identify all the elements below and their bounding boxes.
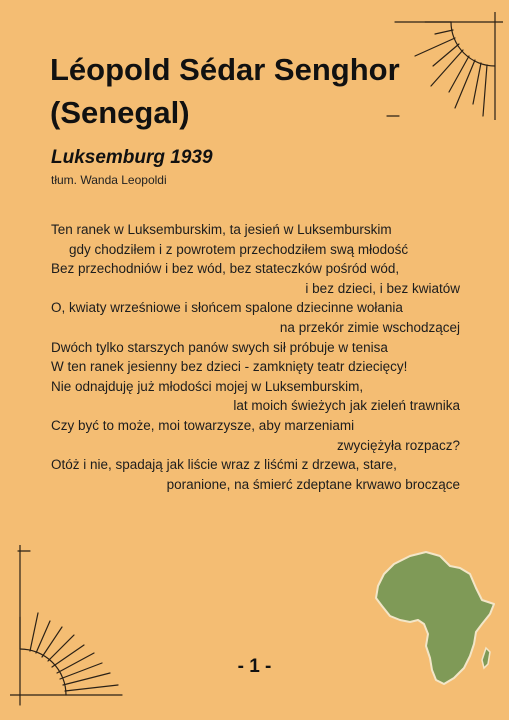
- poem-line: Otóż i nie, spadają jak liście wraz z liśćmi z drzewa, stare,: [51, 457, 397, 473]
- poem-line: poranione, na śmierć zdeptane krwawo broczące: [166, 476, 460, 492]
- poem-line: Ten ranek w Luksemburskim, ta jesień w Luksemburskim: [51, 222, 392, 237]
- poem-line: O, kwiaty wrześniowe i słońcem spalone dziecinne wołania: [51, 300, 403, 316]
- poem-line: Dwóch tylko starszych panów swych sił próbuje w tenisa: [51, 339, 388, 355]
- poem-body: [51, 220, 460, 494]
- poem-line: W ten ranek jesienny bez dzieci - zamknięty teatr dziecięcy!: [51, 359, 408, 375]
- sun-corner-icon: [10, 545, 128, 713]
- poem-line: Czy być to może, moi towarzysze, aby marzeniami: [51, 417, 355, 433]
- author-name: Léopold Sédar Senghor: [50, 52, 400, 87]
- page-title: [50, 48, 430, 134]
- poem-line: zwyciężyła rozpacz?: [336, 437, 460, 453]
- poem-line: i bez dzieci, i bez kwiatów: [305, 280, 460, 296]
- poem-line: Nie odnajduję już młodości mojej w Luksemburskim,: [51, 378, 364, 394]
- poem-line: Bez przechodniów i bez wód, bez stateczków pośród wód,: [51, 261, 400, 277]
- poem-line: lat moich świeżych jak zieleń trawnika: [233, 398, 460, 414]
- translator-credit: tłum. Wanda Leopoldi: [51, 173, 167, 187]
- page-number: - 1 -: [237, 656, 272, 677]
- poem-line: na przekór zimie wschodzącej: [279, 319, 460, 335]
- poem-title: Luksemburg 1939: [51, 147, 213, 168]
- poem-line: gdy chodziłem i z powrotem przechodziłem swą młodość: [69, 241, 409, 257]
- author-country: (Senegal): [50, 95, 190, 130]
